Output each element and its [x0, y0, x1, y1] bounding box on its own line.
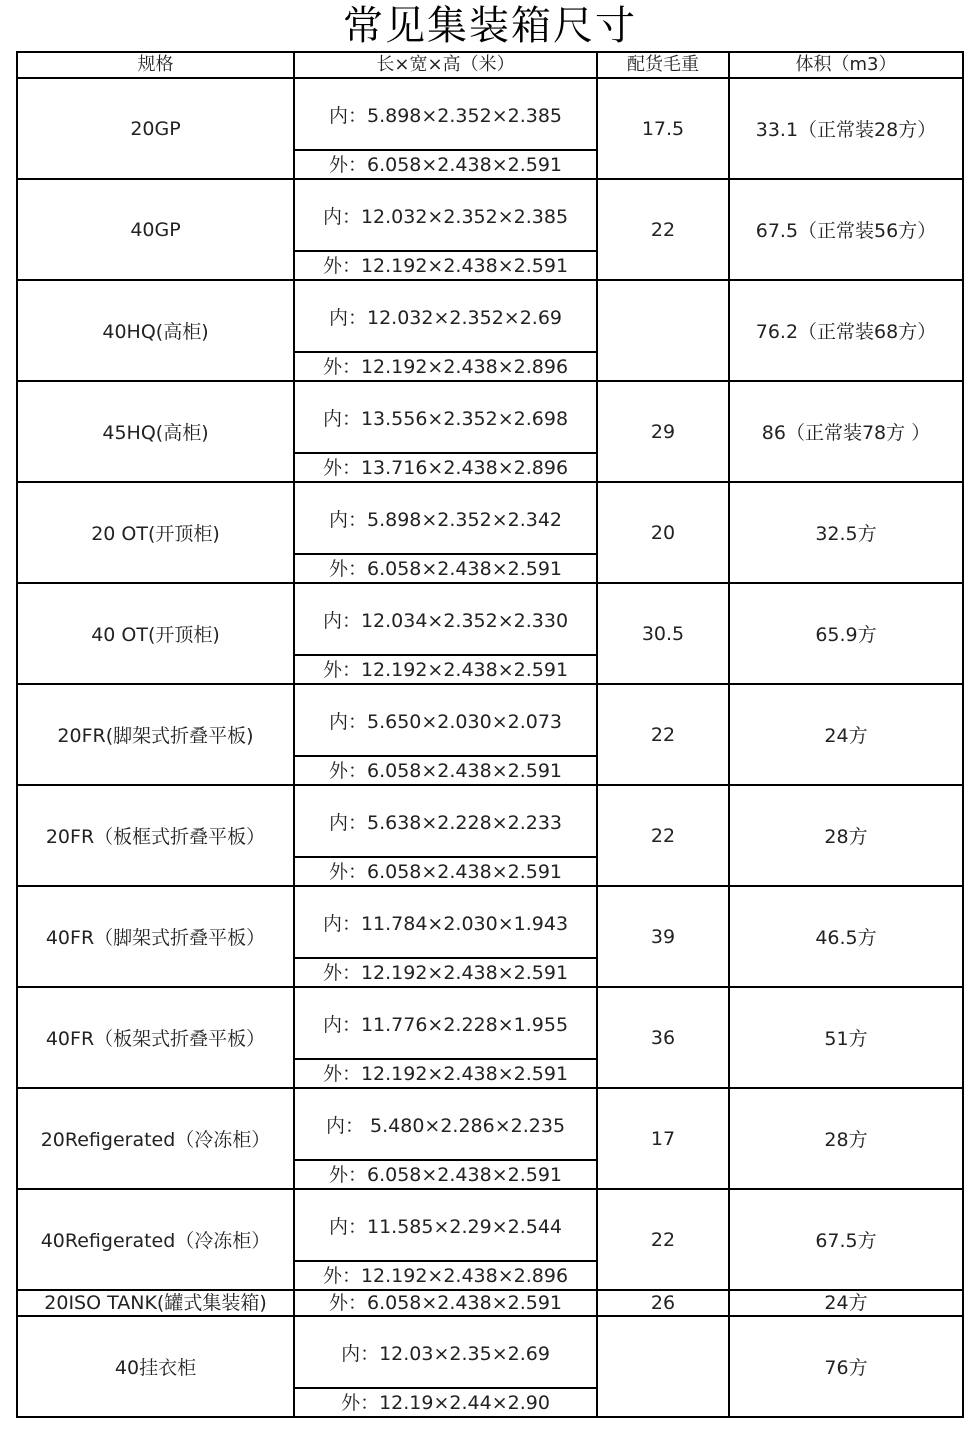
spec-cell: 40GP: [17, 179, 294, 280]
page-title: 常见集装箱尺寸: [343, 3, 637, 49]
volume-cell: 46.5方: [729, 886, 963, 987]
volume-cell: 24方: [729, 1290, 963, 1316]
table-body: [17, 78, 963, 1417]
inner-dims-cell: 内：12.032×2.352×2.69: [294, 280, 597, 352]
weight-cell: 17: [597, 1088, 729, 1189]
weight-cell: 22: [597, 1189, 729, 1290]
volume-cell: 51方: [729, 987, 963, 1088]
inner-dims-cell: 内：12.032×2.352×2.385: [294, 179, 597, 251]
inner-dims-cell: 内： 5.480×2.286×2.235: [294, 1088, 597, 1160]
volume-cell: 76方: [729, 1316, 963, 1417]
weight-cell: 17.5: [597, 78, 729, 179]
weight-cell: 26: [597, 1290, 729, 1316]
volume-cell: 67.5（正常装56方）: [729, 179, 963, 280]
volume-cell: 76.2（正常装68方）: [729, 280, 963, 381]
table-row: [17, 482, 963, 554]
outer-dims-cell: 外：6.058×2.438×2.591: [294, 150, 597, 179]
volume-cell: 28方: [729, 785, 963, 886]
inner-dims-cell: 内：11.784×2.030×1.943: [294, 886, 597, 958]
table-row: [17, 583, 963, 655]
volume-cell: 32.5方: [729, 482, 963, 583]
weight-cell: 22: [597, 179, 729, 280]
outer-dims-cell: 外：12.192×2.438×2.591: [294, 251, 597, 280]
weight-cell: 22: [597, 684, 729, 785]
weight-cell: 30.5: [597, 583, 729, 684]
inner-dims-cell: 内：5.650×2.030×2.073: [294, 684, 597, 756]
weight-cell: 36: [597, 987, 729, 1088]
spec-cell: 40FR（板架式折叠平板）: [17, 987, 294, 1088]
header-dims: 长×宽×高（米）: [294, 52, 597, 78]
inner-dims-cell: 内：11.776×2.228×1.955: [294, 987, 597, 1059]
table-row: [17, 684, 963, 756]
weight-cell: 22: [597, 785, 729, 886]
outer-dims-cell: 外：6.058×2.438×2.591: [294, 756, 597, 785]
volume-cell: 86（正常装78方 ）: [729, 381, 963, 482]
spec-cell: 20 OT(开顶柜): [17, 482, 294, 583]
header-spec: 规格: [17, 52, 294, 78]
spec-cell: 40挂衣柜: [17, 1316, 294, 1417]
spec-cell: 40FR（脚架式折叠平板）: [17, 886, 294, 987]
outer-dims-cell: 外：12.192×2.438×2.591: [294, 958, 597, 987]
container-size-table: [16, 51, 964, 1418]
outer-dims-cell: 外：12.19×2.44×2.90: [294, 1388, 597, 1417]
weight-cell: 29: [597, 381, 729, 482]
table-row: [17, 179, 963, 251]
spec-cell: 40 OT(开顶柜): [17, 583, 294, 684]
table-row: [17, 886, 963, 958]
volume-cell: 28方: [729, 1088, 963, 1189]
weight-cell: 39: [597, 886, 729, 987]
inner-dims-cell: 内：12.034×2.352×2.330: [294, 583, 597, 655]
inner-dims-cell: 内：5.638×2.228×2.233: [294, 785, 597, 857]
table-row: [17, 785, 963, 857]
outer-dims-cell: 外：6.058×2.438×2.591: [294, 554, 597, 583]
volume-cell: 67.5方: [729, 1189, 963, 1290]
volume-cell: 65.9方: [729, 583, 963, 684]
table-row: [17, 987, 963, 1059]
outer-dims-cell: 外：12.192×2.438×2.591: [294, 1059, 597, 1088]
volume-cell: 33.1（正常装28方）: [729, 78, 963, 179]
table-row: [17, 1316, 963, 1388]
outer-dims-cell: 外：12.192×2.438×2.896: [294, 1261, 597, 1290]
spec-cell: 40HQ(高柜): [17, 280, 294, 381]
weight-cell: [597, 1316, 729, 1417]
spec-cell: 45HQ(高柜): [17, 381, 294, 482]
outer-dims-cell: 外：13.716×2.438×2.896: [294, 453, 597, 482]
spec-cell: 20FR（板框式折叠平板）: [17, 785, 294, 886]
spec-cell: 20Refigerated（冷冻柜）: [17, 1088, 294, 1189]
weight-cell: 20: [597, 482, 729, 583]
table-row: [17, 381, 963, 453]
spec-cell: 40Refigerated（冷冻柜）: [17, 1189, 294, 1290]
spec-cell: 20ISO TANK(罐式集装箱): [17, 1290, 294, 1316]
inner-dims-cell: 内：5.898×2.352×2.385: [294, 78, 597, 150]
header-weight: 配货毛重: [597, 52, 729, 78]
outer-dims-cell: 外：6.058×2.438×2.591: [294, 1160, 597, 1189]
spec-cell: 20FR(脚架式折叠平板): [17, 684, 294, 785]
outer-dims-cell: 外：6.058×2.438×2.591: [294, 857, 597, 886]
table-row: [17, 280, 963, 352]
inner-dims-cell: 内：13.556×2.352×2.698: [294, 381, 597, 453]
outer-dims-cell: 外：6.058×2.438×2.591: [294, 1290, 597, 1316]
table-row: [17, 78, 963, 150]
inner-dims-cell: 内：12.03×2.35×2.69: [294, 1316, 597, 1388]
inner-dims-cell: 内：11.585×2.29×2.544: [294, 1189, 597, 1261]
inner-dims-cell: 内：5.898×2.352×2.342: [294, 482, 597, 554]
weight-cell: [597, 280, 729, 381]
spec-cell: 20GP: [17, 78, 294, 179]
volume-cell: 24方: [729, 684, 963, 785]
table-row: [17, 1189, 963, 1261]
table-row: [17, 1088, 963, 1160]
header-volume: 体积（m3）: [729, 52, 963, 78]
header-row: [17, 52, 963, 78]
outer-dims-cell: 外：12.192×2.438×2.591: [294, 655, 597, 684]
table-row-tank: [17, 1290, 963, 1316]
outer-dims-cell: 外：12.192×2.438×2.896: [294, 352, 597, 381]
